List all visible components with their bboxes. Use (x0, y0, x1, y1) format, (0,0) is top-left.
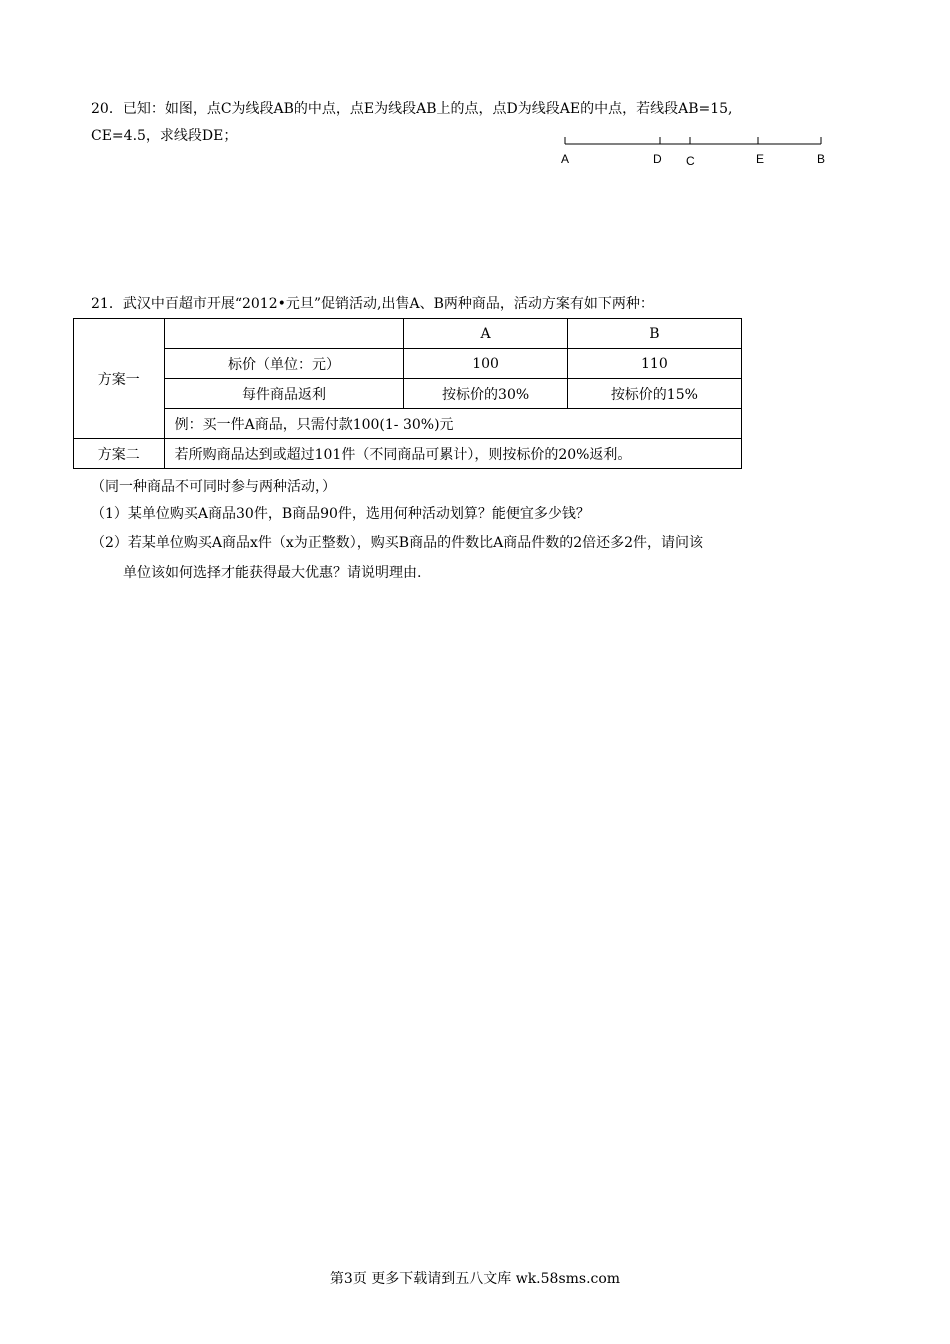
rebate-a: 按标价的30% (404, 379, 567, 409)
table-row (74, 409, 742, 439)
label-b: B (817, 152, 826, 166)
label-d: D (653, 152, 662, 166)
rebate-b: 按标价的15% (567, 379, 741, 409)
label-a: A (561, 152, 570, 166)
header-b: B (567, 319, 741, 349)
q21-title: 21．武汉中百超市开展“2012•元旦”促销活动,出售A、B两种商品，活动方案有如下两种： (91, 296, 654, 312)
page-footer: 第3页 更多下载请到五八文库 wk.58sms.com (329, 1271, 621, 1287)
example-cell: 例：买一件A商品，只需付款100(1- 30%)元 (164, 409, 741, 439)
plan2-text: 若所购商品达到或超过101件（不同商品可累计），则按标价的20%返利。 (164, 439, 741, 469)
price-label: 标价（单位：元） (164, 349, 404, 379)
plan2-label: 方案二 (74, 439, 165, 469)
label-e: E (756, 152, 765, 166)
q21-part2-line1: （2）若某单位购买A商品x件（x为正整数），购买B商品的件数比A商品件数的2倍还多2件，请问该 (91, 535, 704, 551)
q21-note: （同一种商品不可同时参与两种活动，） (91, 479, 336, 495)
q20-text-line1: 20．已知：如图，点C为线段AB的中点，点E为线段AB上的点，点D为线段AE的中点，若线段AB=15, (91, 101, 733, 117)
price-a: 100 (404, 349, 567, 379)
segment-figure (560, 132, 840, 172)
table-row (74, 319, 742, 349)
table-row (74, 439, 742, 469)
q20-text-line2: CE=4.5，求线段DE； (91, 128, 238, 144)
price-b: 110 (567, 349, 741, 379)
header-a: A (404, 319, 567, 349)
rebate-label: 每件商品返利 (164, 379, 404, 409)
label-c: C (686, 154, 695, 168)
header-empty (164, 319, 404, 349)
table-row (74, 349, 742, 379)
q21-part2-line2: 单位该如何选择才能获得最大优惠？请说明理由. (123, 565, 422, 581)
promo-table (73, 318, 742, 469)
plan1-label: 方案一 (74, 319, 165, 439)
table-row (74, 379, 742, 409)
q21-part1: （1）某单位购买A商品30件，B商品90件，选用何种活动划算？能便宜多少钱？ (91, 506, 590, 522)
